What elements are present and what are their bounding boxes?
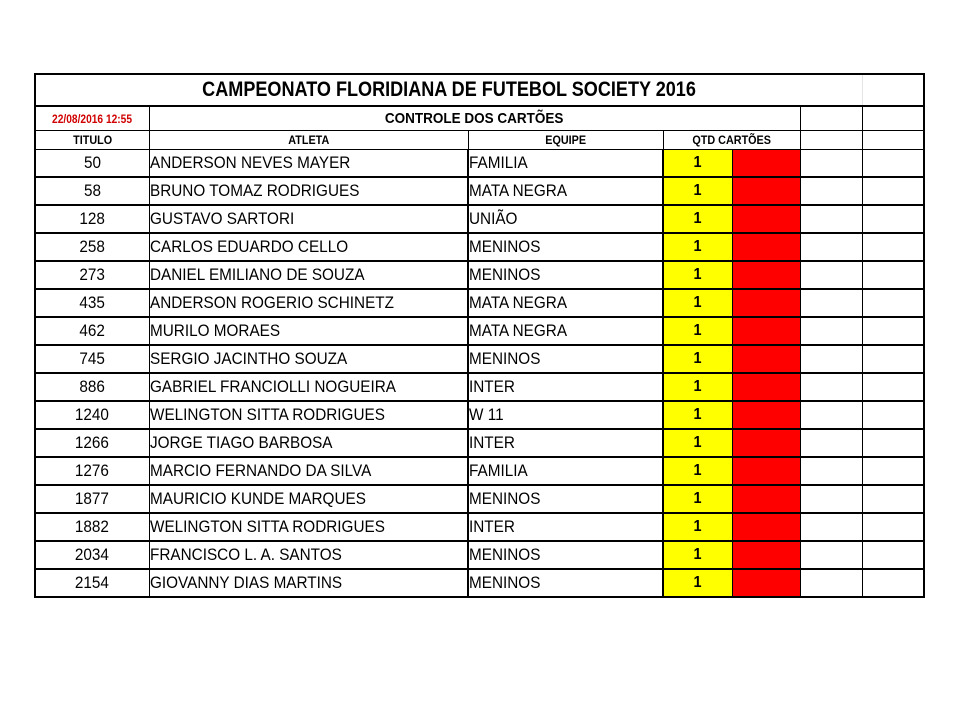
- column-header-titulo: TITULO: [35, 131, 149, 150]
- cell-yellow-card-count: [663, 429, 732, 457]
- cell-yellow-card-count-text: 1: [693, 518, 702, 535]
- cell-equipe-text: MENINOS: [469, 349, 541, 368]
- table-row: [35, 205, 924, 233]
- cell-red-card: [732, 289, 800, 317]
- cell-atleta-text: BRUNO TOMAZ RODRIGUES: [149, 181, 359, 200]
- cell-titulo: [35, 261, 149, 289]
- cell-atleta: [149, 317, 468, 345]
- cell-atleta: [149, 541, 468, 569]
- cell-titulo: [35, 177, 149, 205]
- cell-atleta: [149, 289, 468, 317]
- cell-yellow-card-count-text: 1: [693, 546, 702, 563]
- cell-yellow-card-count-text: 1: [693, 238, 702, 255]
- cell-yellow-card-count: [663, 205, 732, 233]
- cell-yellow-card-count-text: 1: [693, 154, 702, 171]
- cell-atleta-text: GUSTAVO SARTORI: [149, 209, 294, 228]
- cards-control-table: [34, 73, 925, 598]
- cell-equipe-text: MENINOS: [469, 545, 541, 564]
- cell-equipe: [468, 233, 663, 261]
- cell-yellow-card-count: [663, 569, 732, 597]
- cell-red-card: [732, 541, 800, 569]
- cell-blank: [800, 485, 862, 513]
- cell-equipe: [468, 261, 663, 289]
- cell-atleta: [149, 569, 468, 597]
- cell-equipe: [468, 541, 663, 569]
- cell-titulo-text: 1877: [75, 489, 110, 508]
- cell-titulo-text: 258: [79, 237, 106, 256]
- cell-atleta-text: MARCIO FERNANDO DA SILVA: [149, 461, 371, 480]
- cell-equipe: [468, 429, 663, 457]
- cell-atleta: [149, 485, 468, 513]
- cell-atleta: [149, 457, 468, 485]
- cell-equipe-text: INTER: [469, 517, 515, 536]
- table-row: [35, 485, 924, 513]
- cell-blank: [862, 177, 924, 205]
- cell-atleta-text: ANDERSON ROGERIO SCHINETZ: [149, 293, 394, 312]
- sheet-title: CAMPEONATO FLORIDIANA DE FUTEBOL SOCIETY 2016: [35, 74, 862, 106]
- cell-blank: [800, 289, 862, 317]
- cell-blank: [862, 513, 924, 541]
- cell-equipe: [468, 513, 663, 541]
- table-row: [35, 569, 924, 597]
- cell-yellow-card-count: [663, 289, 732, 317]
- cell-atleta-text: ANDERSON NEVES MAYER: [149, 153, 350, 172]
- cell-blank: [800, 205, 862, 233]
- cell-blank: [862, 485, 924, 513]
- cell-equipe: [468, 317, 663, 345]
- cell-blank: [800, 233, 862, 261]
- cell-red-card: [732, 401, 800, 429]
- table-row: [35, 429, 924, 457]
- cell-titulo-text: 2034: [75, 545, 110, 564]
- cell-red-card: [732, 457, 800, 485]
- cell-atleta: [149, 373, 468, 401]
- cell-equipe-text: INTER: [469, 377, 515, 396]
- cell-titulo: [35, 233, 149, 261]
- cell-atleta-text: MAURICIO KUNDE MARQUES: [149, 489, 366, 508]
- cell-blank: [800, 177, 862, 205]
- title-row: [35, 74, 924, 106]
- table-row: [35, 541, 924, 569]
- cell-atleta: [149, 205, 468, 233]
- cell-equipe-text: MENINOS: [469, 265, 541, 284]
- cell-equipe: [468, 205, 663, 233]
- cell-equipe-text: FAMILIA: [469, 153, 528, 172]
- cell-yellow-card-count: [663, 373, 732, 401]
- cell-yellow-card-count: [663, 457, 732, 485]
- cell-titulo: [35, 401, 149, 429]
- cell-titulo: [35, 541, 149, 569]
- cell-titulo-text: 745: [79, 349, 106, 368]
- cell-yellow-card-count: [663, 541, 732, 569]
- cell-blank: [862, 429, 924, 457]
- cell-yellow-card-count: [663, 401, 732, 429]
- cell-blank: [862, 401, 924, 429]
- cell-equipe: [468, 345, 663, 373]
- cell-titulo-text: 1882: [75, 517, 110, 536]
- cell-titulo-text: 886: [79, 377, 106, 396]
- cell-titulo-text: 2154: [75, 573, 110, 592]
- cell-blank: [862, 289, 924, 317]
- cell-yellow-card-count-text: 1: [693, 210, 702, 227]
- cell-atleta: [149, 345, 468, 373]
- cell-yellow-card-count: [663, 317, 732, 345]
- cell-red-card: [732, 429, 800, 457]
- cell-titulo-text: 435: [79, 293, 106, 312]
- table-row: [35, 457, 924, 485]
- cell-blank: [862, 205, 924, 233]
- table-row: [35, 513, 924, 541]
- cell-equipe: [468, 569, 663, 597]
- column-header-blank: [862, 131, 924, 150]
- cell-titulo: [35, 150, 149, 178]
- cell-red-card: [732, 373, 800, 401]
- cell-equipe-text: MENINOS: [469, 237, 541, 256]
- cell-atleta-text: GABRIEL FRANCIOLLI NOGUEIRA: [149, 377, 396, 396]
- cell-blank: [800, 317, 862, 345]
- cell-blank: [862, 233, 924, 261]
- cell-yellow-card-count: [663, 177, 732, 205]
- cell-atleta-text: JORGE TIAGO BARBOSA: [149, 433, 333, 452]
- cell-equipe-text: FAMILIA: [469, 461, 528, 480]
- cell-blank: [800, 569, 862, 597]
- cell-equipe-text: INTER: [469, 433, 515, 452]
- cell-blank: [800, 345, 862, 373]
- cell-titulo-text: 273: [79, 265, 106, 284]
- cell-yellow-card-count-text: 1: [693, 490, 702, 507]
- cell-atleta: [149, 513, 468, 541]
- cell-equipe-text: UNIÃO: [469, 209, 518, 228]
- cell-blank: [862, 373, 924, 401]
- column-header-equipe: EQUIPE: [468, 131, 663, 150]
- table-row: [35, 345, 924, 373]
- column-header-qtd-cartoes: QTD CARTÕES: [663, 131, 800, 150]
- cell-yellow-card-count: [663, 233, 732, 261]
- cell-yellow-card-count: [663, 513, 732, 541]
- table-row: [35, 289, 924, 317]
- cell-atleta-text: CARLOS EDUARDO CELLO: [149, 237, 348, 256]
- table-row: [35, 401, 924, 429]
- cell-equipe-text: MATA NEGRA: [469, 181, 568, 200]
- cell-yellow-card-count-text: 1: [693, 322, 702, 339]
- cell-equipe-text: MENINOS: [469, 489, 541, 508]
- table-row: [35, 317, 924, 345]
- cell-yellow-card-count-text: 1: [693, 350, 702, 367]
- cell-blank: [862, 150, 924, 178]
- cell-atleta-text: DANIEL EMILIANO DE SOUZA: [149, 265, 365, 284]
- cell-titulo: [35, 513, 149, 541]
- cell-atleta: [149, 150, 468, 178]
- table-row: [35, 261, 924, 289]
- sheet-subtitle: CONTROLE DOS CARTÕES: [149, 106, 800, 131]
- cell-titulo-text: 1276: [75, 461, 110, 480]
- cell-yellow-card-count-text: 1: [693, 406, 702, 423]
- cell-equipe-text: MENINOS: [469, 573, 541, 592]
- cell-equipe: [468, 150, 663, 178]
- cell-titulo-text: 1240: [75, 405, 110, 424]
- cell-red-card: [732, 345, 800, 373]
- cell-blank: [862, 317, 924, 345]
- cell-yellow-card-count-text: 1: [693, 294, 702, 311]
- cell-red-card: [732, 569, 800, 597]
- cell-atleta: [149, 261, 468, 289]
- cell-yellow-card-count: [663, 485, 732, 513]
- subtitle-row: [35, 106, 924, 131]
- title-blank-cell: [862, 74, 924, 106]
- cell-blank: [800, 513, 862, 541]
- cell-atleta-text: FRANCISCO L. A. SANTOS: [149, 545, 342, 564]
- cell-titulo: [35, 345, 149, 373]
- cell-blank: [800, 457, 862, 485]
- cell-atleta-text: WELINGTON SITTA RODRIGUES: [149, 517, 385, 536]
- table-row: [35, 177, 924, 205]
- cell-titulo: [35, 485, 149, 513]
- cell-titulo: [35, 205, 149, 233]
- cell-red-card: [732, 513, 800, 541]
- cell-titulo-text: 128: [79, 209, 106, 228]
- cell-blank: [862, 345, 924, 373]
- cell-yellow-card-count-text: 1: [693, 574, 702, 591]
- cell-equipe: [468, 457, 663, 485]
- cell-red-card: [732, 150, 800, 178]
- cell-equipe: [468, 289, 663, 317]
- cell-equipe: [468, 401, 663, 429]
- cell-blank: [800, 429, 862, 457]
- cell-atleta: [149, 401, 468, 429]
- cell-red-card: [732, 317, 800, 345]
- cell-titulo-text: 462: [79, 321, 106, 340]
- cell-blank: [862, 457, 924, 485]
- cell-atleta-text: GIOVANNY DIAS MARTINS: [149, 573, 342, 592]
- cell-titulo: [35, 373, 149, 401]
- cell-atleta: [149, 177, 468, 205]
- cell-titulo: [35, 289, 149, 317]
- cell-atleta-text: MURILO MORAES: [149, 321, 280, 340]
- column-header-atleta: ATLETA: [149, 131, 468, 150]
- cell-yellow-card-count-text: 1: [693, 266, 702, 283]
- cell-yellow-card-count: [663, 150, 732, 178]
- table-row: [35, 150, 924, 178]
- cell-blank: [800, 401, 862, 429]
- cell-blank: [862, 261, 924, 289]
- cell-blank: [800, 541, 862, 569]
- cell-atleta: [149, 233, 468, 261]
- cell-titulo: [35, 457, 149, 485]
- cell-yellow-card-count: [663, 261, 732, 289]
- cell-equipe-text: MATA NEGRA: [469, 321, 568, 340]
- cell-titulo-text: 1266: [75, 433, 110, 452]
- cell-atleta-text: SERGIO JACINTHO SOUZA: [149, 349, 347, 368]
- cell-atleta-text: WELINGTON SITTA RODRIGUES: [149, 405, 385, 424]
- cell-red-card: [732, 261, 800, 289]
- subtitle-blank-cell: [862, 106, 924, 131]
- cell-titulo-text: 58: [83, 181, 101, 200]
- cell-blank: [800, 150, 862, 178]
- timestamp: 22/08/2016 12:55: [35, 106, 149, 131]
- cell-titulo: [35, 317, 149, 345]
- column-header-blank: [800, 131, 862, 150]
- cell-atleta: [149, 429, 468, 457]
- cell-red-card: [732, 205, 800, 233]
- cell-titulo-text: 50: [83, 153, 101, 172]
- cell-blank: [862, 569, 924, 597]
- cell-blank: [862, 541, 924, 569]
- cell-red-card: [732, 233, 800, 261]
- column-header-row: [35, 131, 924, 150]
- cell-equipe: [468, 177, 663, 205]
- cell-yellow-card-count-text: 1: [693, 182, 702, 199]
- cell-yellow-card-count-text: 1: [693, 378, 702, 395]
- cell-blank: [800, 261, 862, 289]
- cell-equipe: [468, 485, 663, 513]
- cell-yellow-card-count: [663, 345, 732, 373]
- cell-red-card: [732, 485, 800, 513]
- table-row: [35, 233, 924, 261]
- cell-blank: [800, 373, 862, 401]
- cell-equipe-text: MATA NEGRA: [469, 293, 568, 312]
- table-row: [35, 373, 924, 401]
- cell-yellow-card-count-text: 1: [693, 462, 702, 479]
- subtitle-blank-cell: [800, 106, 862, 131]
- cell-titulo: [35, 569, 149, 597]
- cell-equipe: [468, 373, 663, 401]
- cell-titulo: [35, 429, 149, 457]
- cell-yellow-card-count-text: 1: [693, 434, 702, 451]
- cell-equipe-text: W 11: [469, 405, 504, 424]
- cell-red-card: [732, 177, 800, 205]
